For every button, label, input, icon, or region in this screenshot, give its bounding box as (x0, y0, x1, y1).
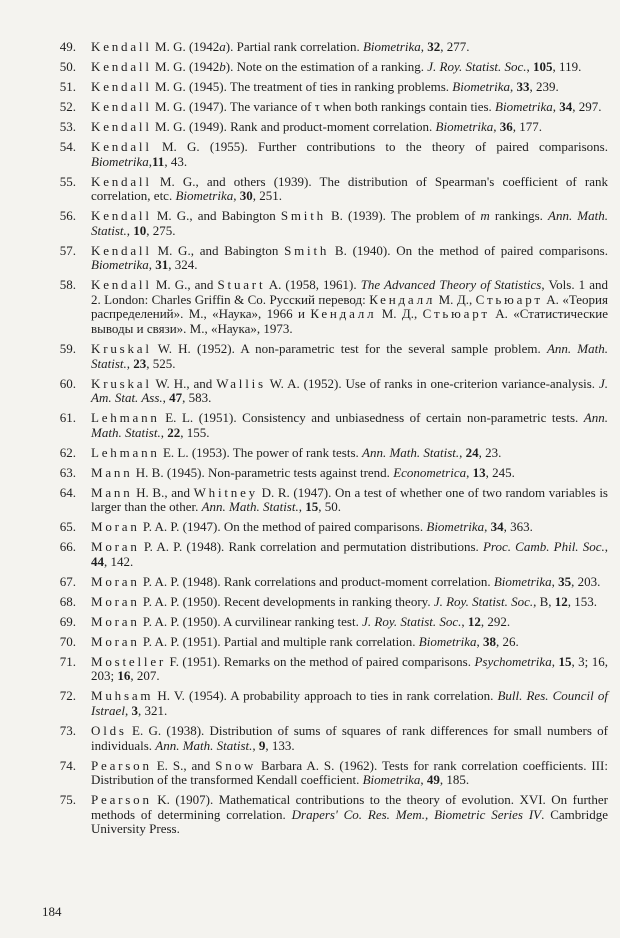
reference-item (40, 793, 608, 837)
volume-number: 33 (516, 78, 530, 94)
reference-number: 74. (59, 757, 76, 773)
reference-text: K. (1907). Mathematical contributions to the theory of evolution. XVI. On further methods of determining correlation. (91, 792, 608, 822)
source-title: Psychometrika (474, 653, 552, 669)
author-name: Kendall (91, 78, 152, 94)
source-title: Ann. Math. Statist. (91, 341, 608, 371)
reference-text: A. (1958, 1961). (265, 277, 361, 293)
reference-text: , 119. (552, 58, 582, 74)
reference-text: M. G. (1949). Rank and product-moment correlation. (151, 118, 436, 134)
author-name: Mann (91, 464, 133, 480)
reference-text: , (420, 772, 427, 788)
reference-item (40, 575, 608, 590)
reference-text: E. S., and (151, 757, 216, 773)
reference-text: , 363. (503, 519, 533, 535)
reference-text: D. R. (1947). On a test of whether one of two random variables is larger than the other. (91, 484, 608, 515)
reference-number: 67. (59, 573, 76, 589)
author-name: Kendall (91, 98, 152, 114)
reference-text: W. A. (1952). Use of ranks in one-criterion variance-analysis. (265, 375, 599, 391)
reference-item (40, 244, 608, 273)
source-title: Biometrika (91, 153, 149, 169)
author-name: Kruskal (91, 375, 152, 391)
author-name: Kendall (91, 277, 152, 293)
reference-text: B. (1940). On the method of paired comparisons. (329, 242, 608, 258)
page-number: 184 (42, 904, 62, 919)
source-title: Ann. Math. Statist. (201, 499, 299, 515)
reference-number: 51. (59, 78, 76, 94)
author-name: Moran (91, 519, 140, 535)
reference-text: M. G., and Babington (151, 208, 281, 224)
source-title: Ann. Math. Statist. (91, 410, 608, 440)
reference-text: , 185. (439, 772, 470, 788)
volume-number: 11 (152, 153, 165, 169)
volume-number: 15 (305, 499, 319, 515)
author-name: Snow (215, 757, 257, 773)
volume-number: 47 (169, 390, 183, 406)
volume-number: 10 (133, 222, 147, 238)
reference-item (40, 466, 608, 481)
reference-number: 68. (59, 593, 76, 609)
reference-text: M. G. (1942 (151, 58, 220, 74)
volume-number: 34 (559, 98, 573, 114)
source-title: Biometrika (418, 633, 477, 649)
reference-text: B. (1939). The problem of (325, 208, 481, 224)
volume-number: 38 (483, 633, 497, 649)
source-title: Biometrika (493, 573, 552, 589)
source-title: The Advanced Theory of Statistics (360, 277, 542, 293)
reference-text: Barbara A. S. (1962). Tests for rank correlation coefficients. III: Distribution of the transformed Kendall coefficient. (91, 757, 608, 788)
volume-number: 32 (427, 39, 441, 54)
reference-text: , (252, 737, 259, 753)
author-name: Smith (284, 242, 330, 258)
reference-item (40, 486, 608, 515)
reference-text: , 43. (164, 153, 188, 169)
reference-text: , (461, 613, 468, 629)
reference-item (40, 411, 608, 440)
reference-text: , 275. (146, 222, 176, 238)
author-name: Pearson (91, 792, 152, 808)
reference-number: 63. (59, 464, 76, 480)
reference-item (40, 724, 608, 753)
reference-item (40, 120, 608, 135)
reference-text: P. A. P. (1948). Rank correlation and permutation distributions. (139, 539, 483, 555)
reference-item (40, 60, 608, 75)
reference-text: . Cambridge University Press. (91, 806, 608, 837)
reference-text: , 324. (168, 257, 198, 273)
reference-item (40, 595, 608, 610)
reference-text: ). Partial rank correlation. (225, 39, 363, 54)
reference-number: 52. (59, 98, 76, 114)
reference-number: 62. (59, 444, 76, 460)
source-title: Biometrika (362, 772, 421, 788)
reference-text: H. B. (1945). Non-parametric tests against trend. (132, 464, 394, 480)
reference-text: , (148, 257, 156, 273)
reference-text: E. L. (1951). Consistency and unbiasedness of certain non-parametric tests. (159, 410, 584, 426)
reference-text: , (459, 444, 466, 460)
reference-number: 60. (59, 375, 76, 391)
reference-number: 50. (59, 58, 76, 74)
reference-item (40, 635, 608, 650)
reference-text: E. L. (1953). The power of rank tests. (159, 444, 362, 460)
author-name: Muhsam (91, 688, 154, 704)
reference-number: 54. (59, 138, 76, 154)
reference-item (40, 209, 608, 238)
reference-text: M. G. (1942 (151, 39, 220, 54)
reference-text: А. «Теория распределений». М., «Наука», 1966 и (91, 291, 608, 322)
reference-text: H. B., and (132, 484, 194, 500)
volume-number: 9 (258, 737, 266, 753)
author-name: Kendall (91, 39, 152, 54)
reference-number: 58. (59, 277, 76, 293)
source-title: Bull. Res. Council of Istrael (91, 688, 609, 718)
reference-text: M. G., and (151, 277, 218, 293)
volume-number: 35 (558, 573, 572, 589)
reference-item (40, 40, 608, 55)
source-title: J. Roy. Statist. Soc. (427, 58, 527, 74)
reference-text: , 23. (478, 444, 502, 460)
author-name: Moran (91, 573, 140, 589)
source-title: Biometrika (435, 118, 494, 134)
reference-text: H. V. (1954). A probability approach to ties in rank correlation. (153, 688, 498, 704)
reference-text: , (510, 78, 517, 94)
volume-number: 23 (133, 355, 147, 371)
source-title: Biometrika (362, 39, 421, 54)
author-name: Mosteller (91, 653, 167, 669)
reference-number: 66. (59, 539, 76, 555)
author-name: Kendall (91, 138, 152, 154)
reference-text: , (126, 355, 134, 371)
reference-text: , 277. (440, 39, 470, 54)
reference-text: rankings. (489, 208, 549, 224)
reference-item (40, 342, 608, 371)
volume-number: 12 (554, 593, 568, 609)
author-name: Moran (91, 633, 140, 649)
reference-text: , 251. (252, 188, 282, 204)
volume-number: 31 (155, 257, 169, 273)
volume-number: 44 (91, 553, 104, 569)
author-name: Kendall (91, 242, 152, 258)
reference-text: , 239. (529, 78, 559, 94)
reference-text: E. G. (1938). Distribution of sums of squares of rank differences for small numbers of individuals. (91, 722, 608, 753)
reference-text: , (476, 633, 484, 649)
author-name: Olds (91, 722, 127, 738)
reference-item (40, 100, 608, 115)
author-name: Moran (91, 539, 140, 555)
author-name: Kendall (91, 58, 152, 74)
reference-number: 70. (59, 633, 76, 649)
volume-number: 30 (239, 188, 253, 204)
reference-number: 61. (59, 410, 76, 426)
reference-number: 73. (59, 722, 76, 738)
reference-text: ). Note on the estimation of a ranking. (225, 58, 428, 74)
reference-text: , (126, 222, 134, 238)
reference-text: , 207. (130, 668, 160, 684)
reference-text: P. A. P. (1948). Rank correlations and product-moment correlation. (139, 573, 494, 589)
author-name: Mann (91, 484, 133, 500)
source-title: Ann. Math. Statist. (362, 444, 460, 460)
reference-text: , (160, 424, 168, 440)
reference-text: , B, (533, 593, 555, 609)
reference-number: 64. (59, 484, 76, 500)
source-title: Ann. Math. Statist. (155, 737, 253, 753)
reference-text: М. Д., (376, 306, 423, 322)
author-name: Lehmann (91, 444, 160, 460)
reference-item (40, 175, 608, 204)
reference-text: P. A. P. (1950). A curvilinear ranking test. (139, 613, 363, 629)
reference-text: , (604, 539, 608, 555)
reference-number: 69. (59, 613, 76, 629)
volume-number: 36 (499, 118, 513, 134)
author-name: Kendall (91, 208, 152, 224)
reference-item (40, 615, 608, 630)
reference-text: M. G., and others (1939). The distribution of Spearman's coefficient of rank correlation, etc. (91, 173, 608, 204)
reference-text: , (493, 118, 500, 134)
volume-number: 49 (426, 772, 440, 788)
reference-text: , 177. (512, 118, 543, 134)
volume-number: 15 (558, 653, 572, 669)
author-name: Lehmann (91, 410, 160, 426)
reference-text: P. A. P. (1951). Partial and multiple rank correlation. (139, 633, 419, 649)
reference-text: , (551, 653, 559, 669)
volume-number: 105 (533, 58, 553, 74)
source-title: Ann. Math. Statist. (91, 208, 608, 238)
reference-text: M. G. (1947). The variance of τ when both rankings contain ties. (151, 98, 496, 114)
reference-text: , Vols. 1 and 2. London: Charles Griffin & Co. Русский перевод: (91, 277, 608, 307)
reference-text: , (552, 98, 560, 114)
source-title: Biometrika (452, 78, 511, 94)
reference-number: 53. (59, 118, 76, 134)
author-name: Moran (91, 593, 140, 609)
volume-number: 16 (117, 668, 131, 684)
reference-list (40, 40, 608, 842)
author-name: Whitney (193, 484, 258, 500)
reference-number: 55. (59, 173, 76, 189)
source-title: a (219, 39, 226, 54)
reference-item (40, 80, 608, 95)
volume-number: 12 (467, 613, 481, 629)
reference-text: , (420, 39, 428, 54)
reference-text: , (233, 188, 240, 204)
reference-text: W. H., and (151, 375, 217, 391)
reference-item (40, 377, 608, 406)
source-title: J. Am. Stat. Ass. (91, 375, 608, 406)
source-title: Econometrica (393, 464, 467, 480)
author-name: Pearson (91, 757, 152, 773)
author-name: Smith (280, 208, 326, 224)
source-title: Biometrika (175, 188, 234, 204)
reference-text: , 133. (265, 737, 295, 753)
author-name: Kendall (91, 118, 152, 134)
reference-number: 56. (59, 208, 76, 224)
reference-text: W. H. (1952). A non-parametric test for the several sample problem. (151, 341, 547, 356)
reference-text: , 245. (485, 464, 515, 480)
reference-text: , 525. (146, 355, 176, 371)
author-name: Moran (91, 613, 140, 629)
author-name: Стьюарт (422, 306, 490, 322)
reference-item (40, 140, 608, 169)
source-title: Biometrika (426, 519, 485, 535)
author-name: Стьюарт (475, 291, 543, 307)
reference-number: 72. (59, 688, 76, 704)
source-title: J. Roy. Statist. Soc. (433, 593, 534, 609)
reference-text: А. «Статистические выводы и связи». М., «Наука», 1973. (91, 306, 609, 337)
reference-text: M. G. (1955). Further contributions to the theory of paired comparisons. (151, 138, 608, 154)
reference-number: 57. (59, 242, 76, 258)
reference-text: F. (1951). Remarks on the method of paired comparisons. (166, 653, 475, 669)
reference-text: P. A. P. (1947). On the method of paired comparisons. (139, 519, 427, 535)
reference-text: М. Д., (435, 291, 476, 307)
reference-text: , 50. (318, 499, 341, 515)
volume-number: 24 (465, 444, 479, 460)
source-title: Drapers' Co. Res. Mem., Biometric Series IV (291, 806, 542, 822)
source-title: Proc. Camb. Phil. Soc. (482, 539, 605, 555)
reference-text: P. A. P. (1950). Recent developments in ranking theory. (139, 593, 434, 609)
reference-number: 65. (59, 519, 76, 535)
reference-text: , 3; 16, 203; (91, 653, 608, 684)
reference-text: , 153. (567, 593, 598, 609)
author-name: Wallis (216, 375, 266, 391)
reference-item (40, 759, 608, 788)
reference-number: 49. (59, 39, 76, 54)
author-name: Кендалл (310, 306, 377, 322)
reference-text: , 321. (137, 702, 168, 718)
reference-number: 59. (59, 341, 76, 356)
source-title: b (219, 58, 226, 74)
reference-item (40, 278, 608, 336)
volume-number: 13 (472, 464, 486, 480)
reference-item (40, 446, 608, 461)
volume-number: 22 (167, 424, 181, 440)
reference-text: , 297. (572, 98, 602, 114)
author-name: Kruskal (91, 341, 152, 356)
reference-text: , 203. (571, 573, 601, 589)
reference-text: , (526, 58, 534, 74)
reference-number: 75. (59, 792, 76, 808)
source-title: Biometrika (91, 257, 149, 273)
reference-item (40, 540, 608, 569)
reference-text: , 142. (104, 553, 134, 569)
reference-text: , (298, 499, 306, 515)
source-title: m (480, 208, 490, 224)
reference-text: , 155. (180, 424, 210, 440)
reference-text: , (148, 153, 153, 169)
source-title: J. Roy. Statist. Soc. (362, 613, 462, 629)
author-name: Stuart (217, 277, 266, 293)
reference-text: , (162, 390, 170, 406)
reference-text: , 583. (182, 390, 212, 406)
reference-item (40, 655, 608, 684)
author-name: Kendall (91, 173, 152, 189)
reference-text: , (466, 464, 473, 480)
reference-text: M. G., and Babington (151, 242, 285, 258)
reference-text: , (551, 573, 559, 589)
reference-text: , (124, 702, 132, 718)
author-name: Кендалл (369, 291, 436, 307)
reference-text: , 292. (480, 613, 511, 629)
reference-item (40, 520, 608, 535)
reference-number: 71. (59, 653, 76, 669)
source-title: Biometrika (495, 98, 553, 114)
reference-item (40, 689, 608, 718)
reference-text: , 26. (496, 633, 519, 649)
volume-number: 34 (490, 519, 504, 535)
reference-text: , (484, 519, 491, 535)
reference-text: M. G. (1945). The treatment of ties in ranking problems. (151, 78, 453, 94)
volume-number: 3 (131, 702, 138, 718)
